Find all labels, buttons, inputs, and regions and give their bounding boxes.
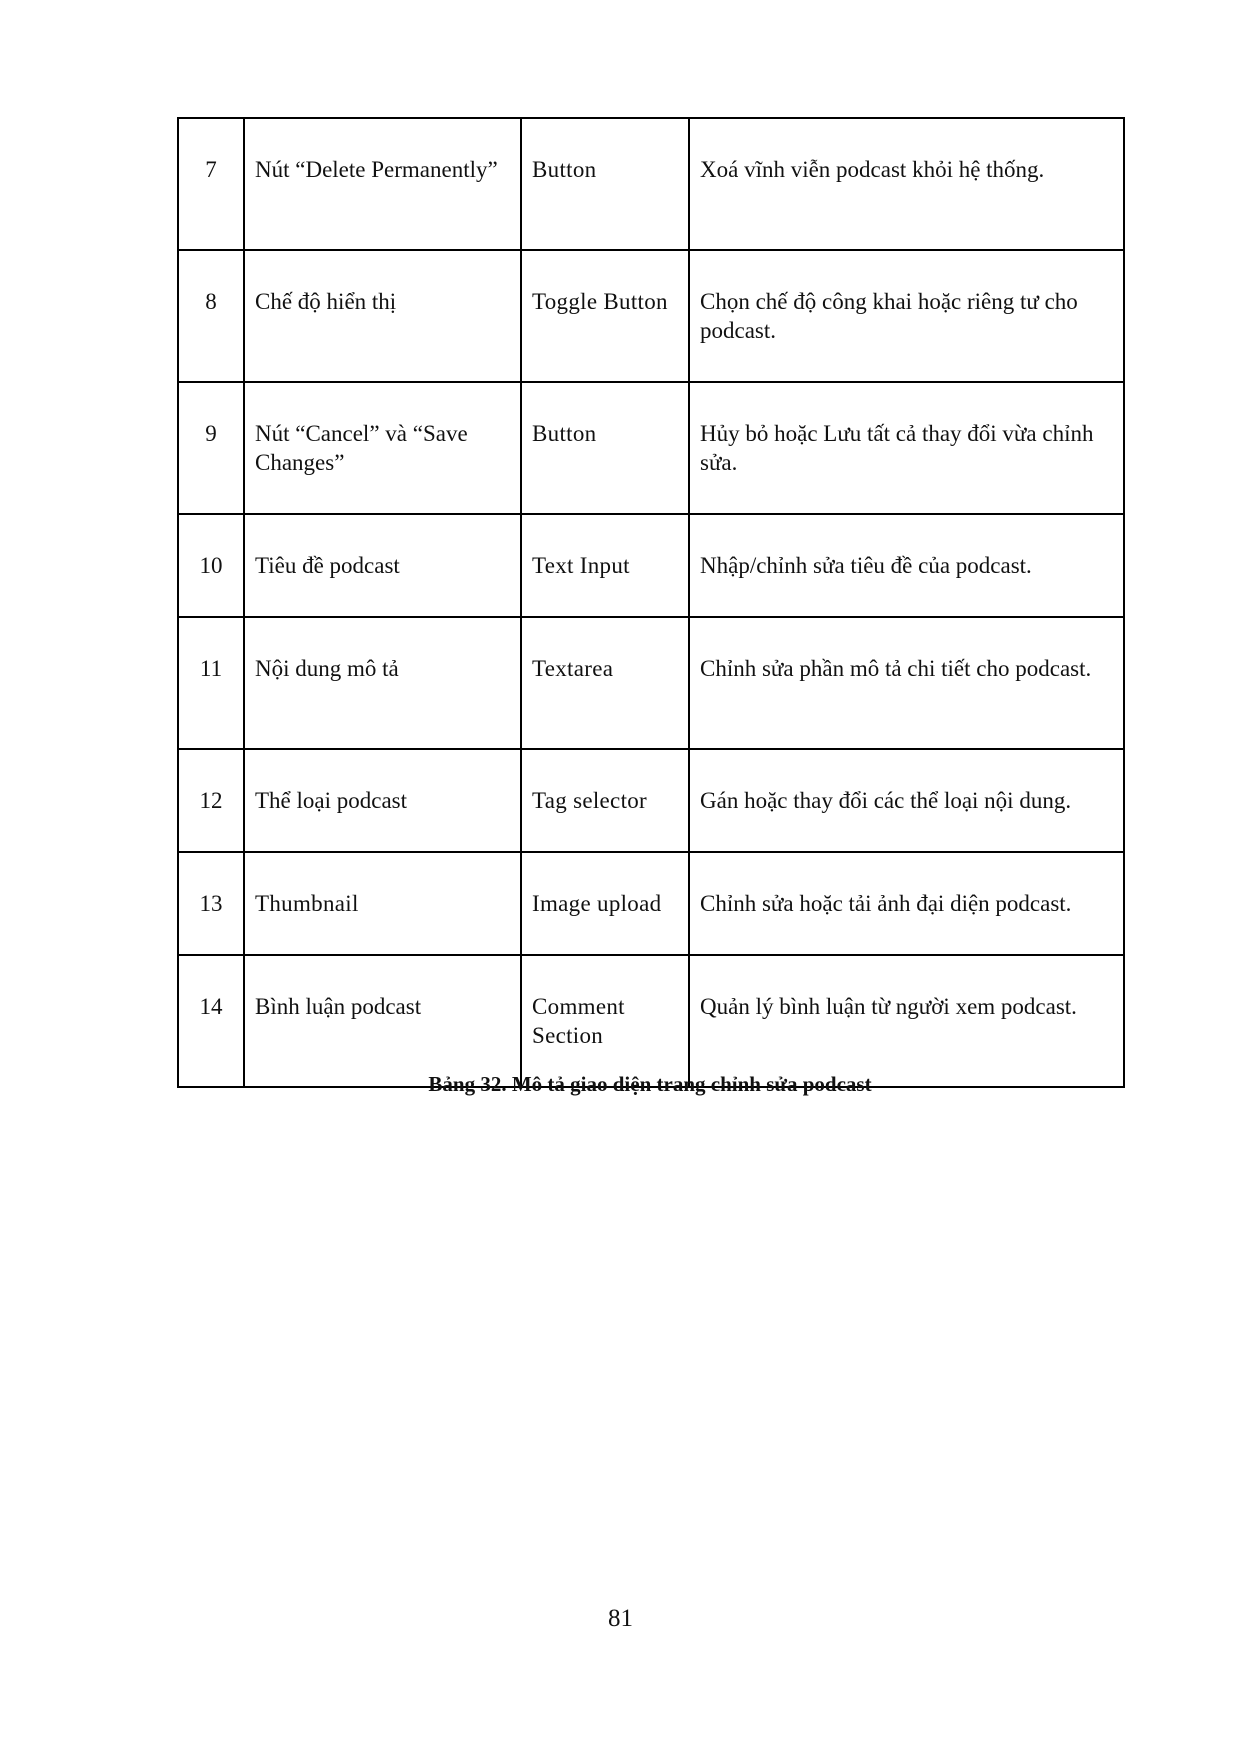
component-name: Thể loại podcast — [244, 749, 521, 852]
row-number: 9 — [178, 382, 244, 514]
table-row — [178, 749, 1124, 852]
component-name: Bình luận podcast — [244, 955, 521, 1087]
component-type: Tag selector — [521, 749, 689, 852]
component-name: Nút “Cancel” và “Save Changes” — [244, 382, 521, 514]
component-name: Chế độ hiển thị — [244, 250, 521, 382]
component-type: Button — [521, 382, 689, 514]
row-number: 11 — [178, 617, 244, 749]
component-description: Xoá vĩnh viễn podcast khỏi hệ thống. — [689, 118, 1124, 250]
component-name: Nút “Delete Permanently” — [244, 118, 521, 250]
component-type: Comment Section — [521, 955, 689, 1087]
component-description: Chỉnh sửa phần mô tả chi tiết cho podcast. — [689, 617, 1124, 749]
table-row — [178, 852, 1124, 955]
component-type: Toggle Button — [521, 250, 689, 382]
table-row — [178, 514, 1124, 617]
component-type: Image upload — [521, 852, 689, 955]
component-description: Quản lý bình luận từ người xem podcast. — [689, 955, 1124, 1087]
table-row — [178, 382, 1124, 514]
component-description-table — [177, 117, 1125, 1088]
component-table-container — [177, 117, 1123, 1088]
component-description: Gán hoặc thay đổi các thể loại nội dung. — [689, 749, 1124, 852]
table-row — [178, 955, 1124, 1087]
table-caption: Bảng 32. Mô tả giao diện trang chỉnh sửa podcast — [428, 1072, 872, 1096]
row-number: 12 — [178, 749, 244, 852]
component-name: Nội dung mô tả — [244, 617, 521, 749]
component-type: Text Input — [521, 514, 689, 617]
row-number: 13 — [178, 852, 244, 955]
page-number: 81 — [608, 1605, 633, 1632]
row-number: 10 — [178, 514, 244, 617]
row-number: 7 — [178, 118, 244, 250]
table-row — [178, 118, 1124, 250]
component-description: Chọn chế độ công khai hoặc riêng tư cho podcast. — [689, 250, 1124, 382]
table-row — [178, 250, 1124, 382]
component-type: Button — [521, 118, 689, 250]
table-row — [178, 617, 1124, 749]
row-number: 14 — [178, 955, 244, 1087]
component-description: Nhập/chỉnh sửa tiêu đề của podcast. — [689, 514, 1124, 617]
row-number: 8 — [178, 250, 244, 382]
component-description: Chỉnh sửa hoặc tải ảnh đại diện podcast. — [689, 852, 1124, 955]
component-description: Hủy bỏ hoặc Lưu tất cả thay đổi vừa chỉnh sửa. — [689, 382, 1124, 514]
component-name: Tiêu đề podcast — [244, 514, 521, 617]
component-name: Thumbnail — [244, 852, 521, 955]
component-type: Textarea — [521, 617, 689, 749]
